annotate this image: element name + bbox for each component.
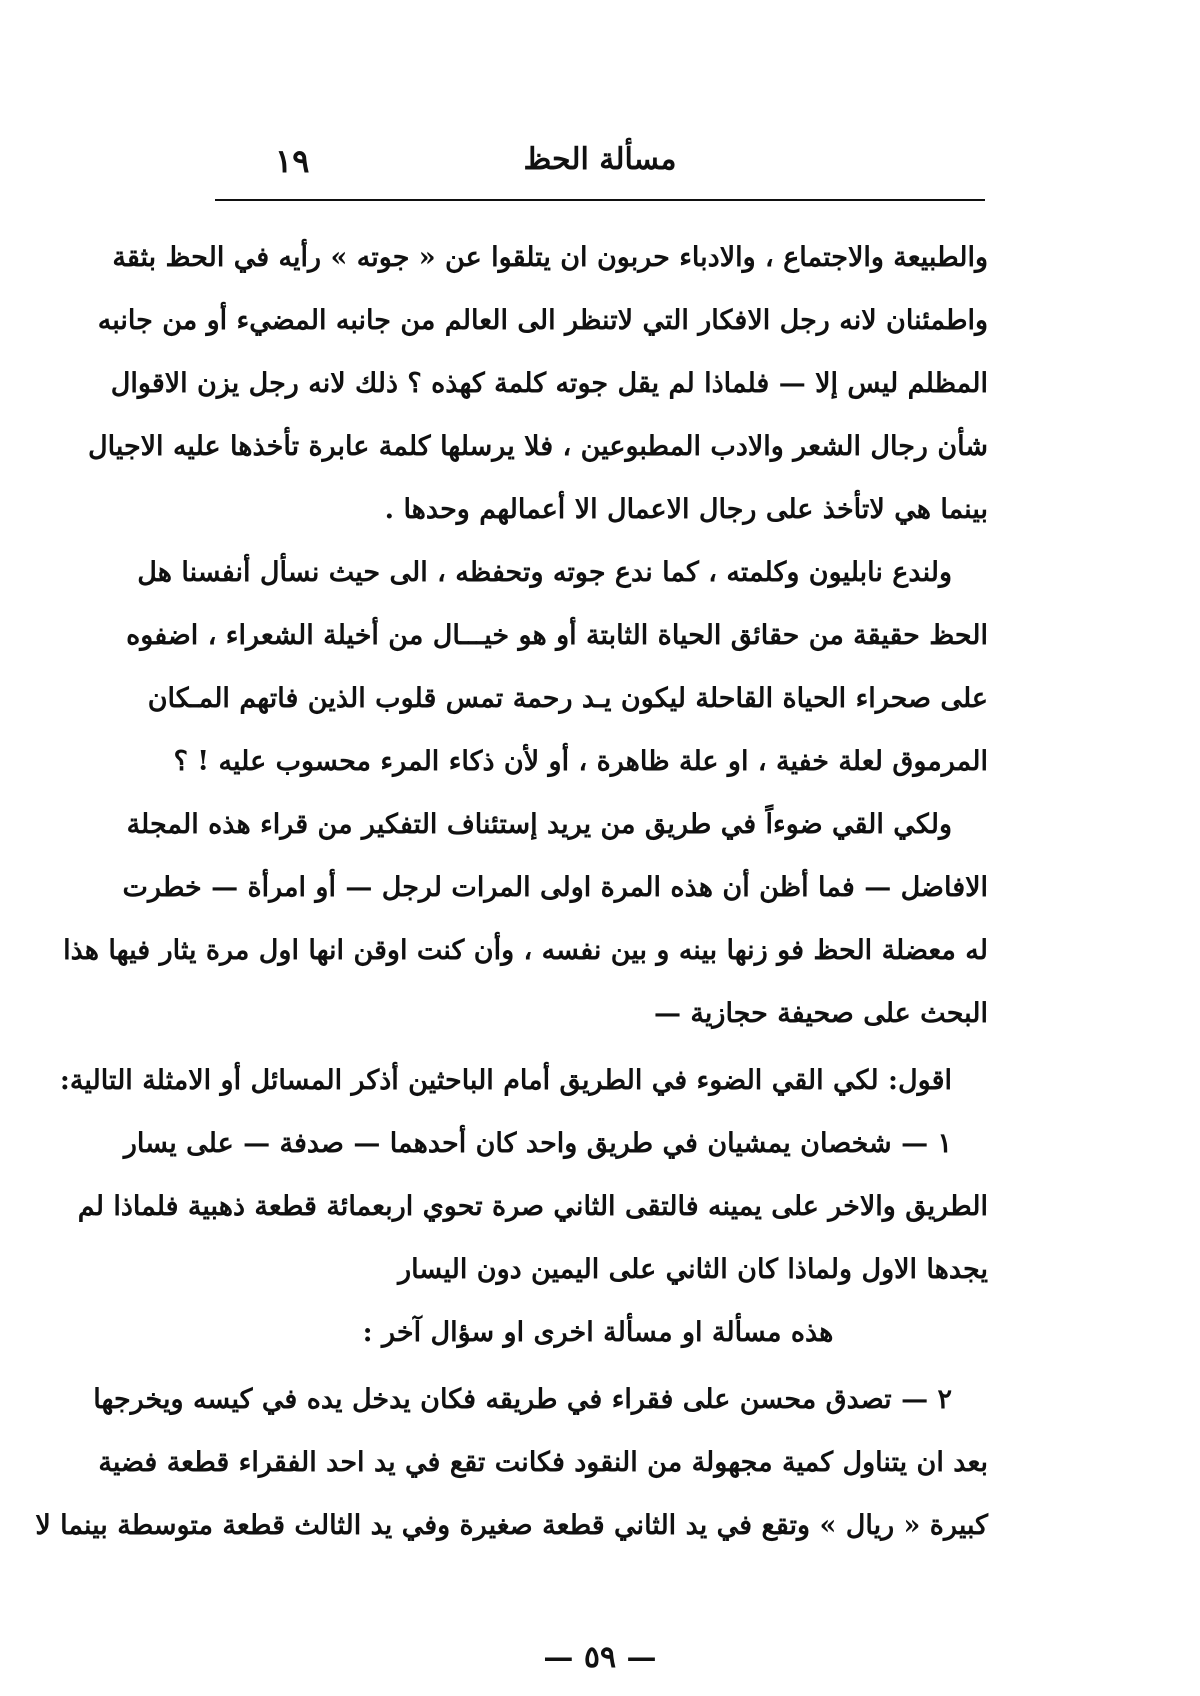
text-line: المظلم ليس إلا — فلماذا لم يقل جوته كلمة كهذه ؟ ذلك لانه رجل يزن الاقوال: [110, 368, 988, 399]
text-line: والطبيعة والاجتماع ، والادباء حربون ان يتلقوا عن « جوته » رأيه في الحظ بثقة: [112, 242, 988, 273]
text-line: المرموق لعلة خفية ، او علة ظاهرة ، أو لأن ذكاء المرء محسوب عليه ! ؟: [173, 746, 988, 777]
text-line: اقول: لكي القي الضوء في الطريق أمام الباحثين أذكر المسائل أو الامثلة التالية:: [59, 1065, 952, 1096]
text-line: البحث على صحيفة حجازية —: [654, 998, 988, 1029]
header-divider: [215, 199, 985, 201]
text-line: الحظ حقيقة من حقائق الحياة الثابتة أو هو خيـــال من أخيلة الشعراء ، اضفوه: [126, 620, 988, 651]
text-line: يجدها الاول ولماذا كان الثاني على اليمين دون اليسار: [398, 1254, 988, 1285]
text-line: ١ — شخصان يمشيان في طريق واحد كان أحدهما — صدفة — على يسار: [123, 1128, 952, 1159]
text-line: هذه مسألة او مسألة اخرى او سؤال آخر :: [362, 1317, 834, 1348]
running-title: مسألة الحظ: [523, 142, 677, 177]
text-line: على صحراء الحياة القاحلة ليكون يـد رحمة تمس قلوب الذين فاتهم المـكان: [147, 683, 988, 714]
text-line: بينما هي لاتأخذ على رجال الاعمال الا أعمالهم وحدها .: [384, 494, 988, 525]
text-line: ولندع نابليون وكلمته ، كما ندع جوته وتحفظه ، الى حيث نسأل أنفسنا هل: [137, 557, 952, 588]
page-folio: — ٥٩ —: [543, 1640, 657, 1675]
text-line: شأن رجال الشعر والادب المطبوعين ، فلا يرسلها كلمة عابرة تأخذها عليه الاجيال: [87, 431, 988, 462]
body-text: [35, 226, 988, 1557]
page-header: [215, 138, 985, 194]
text-line: كبيرة « ريال » وتقع في يد الثاني قطعة صغيرة وفي يد الثالث قطعة متوسطة بينما لا: [35, 1510, 988, 1541]
text-line: الطريق والاخر على يمينه فالتقى الثاني صرة تحوي اربعمائة قطعة ذهبية فلماذا لم: [77, 1191, 988, 1222]
page-number: ١٩: [275, 142, 310, 180]
text-line: واطمئنان لانه رجل الافكار التي لاتنظر الى العالم من جانبه المضيء أو من جانبه: [97, 305, 988, 336]
text-line: بعد ان يتناول كمية مجهولة من النقود فكانت تقع في يد احد الفقراء قطعة فضية: [98, 1447, 988, 1478]
text-line: ٢ — تصدق محسن على فقراء في طريقه فكان يدخل يده في كيسه ويخرجها: [93, 1384, 952, 1415]
text-line: الافاضل — فما أظن أن هذه المرة اولى المرات لرجل — أو امرأة — خطرت: [122, 872, 988, 903]
text-line: ولكي القي ضوءاً في طريق من يريد إستئناف التفكير من قراء هذه المجلة: [126, 809, 952, 840]
text-line: له معضلة الحظ فو زنها بينه و بين نفسه ، وأن كنت اوقن انها اول مرة يثار فيها هذا: [63, 935, 988, 966]
